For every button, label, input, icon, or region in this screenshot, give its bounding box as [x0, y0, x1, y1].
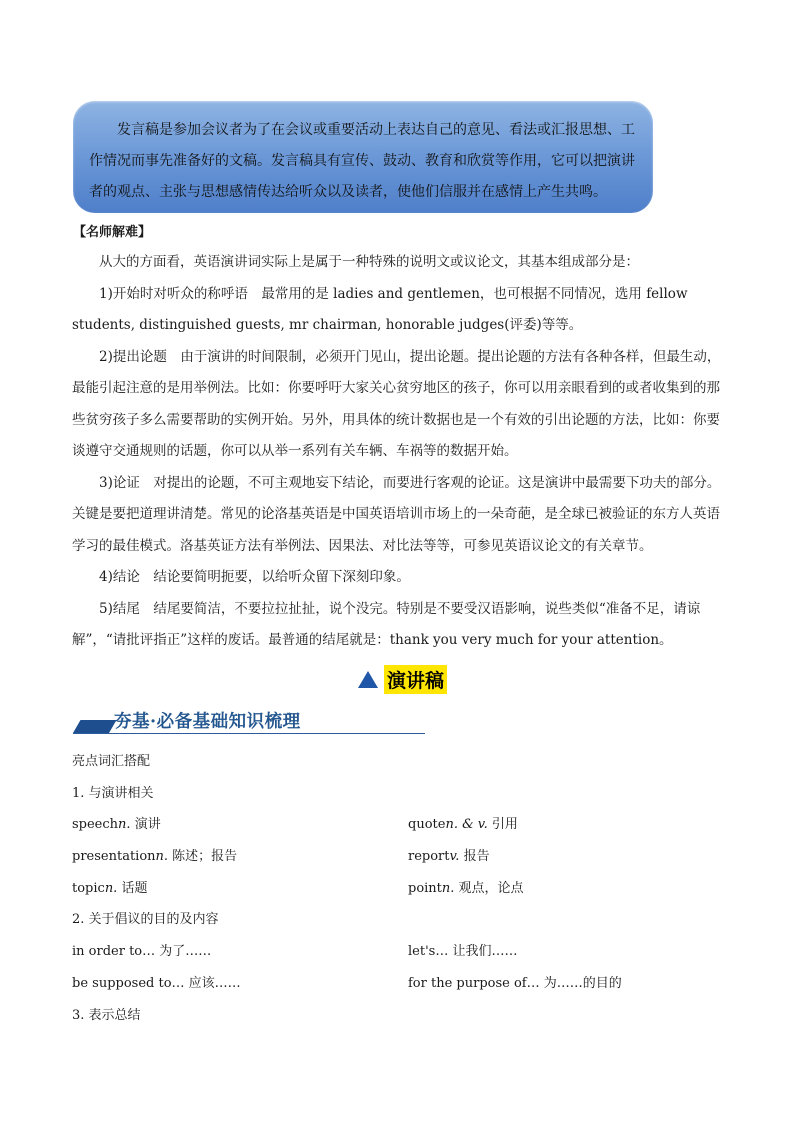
paragraph-topic: 2)提出论题 由于演讲的时间限制，必须开门见山，提出论题。提出论题的方法有各种各样，但最生动，最能引起注意的是用举例法。比如：你要呼吁大家关心贫穷地区的孩子，你可以用亲眼看到的或者收集到的那些贫穷孩子多么需要帮助的实例开始。另外，用具体的统计数据也是一个有效的引出论题的方法，比如：你要谈遵守交通规则的话题，你可以从举一系列有关车辆、车祸等的数据开始。: [72, 348, 721, 459]
vocab-group-title: 1. 与演讲相关: [72, 785, 154, 801]
vocab-meaning: 为了……: [155, 944, 212, 960]
vocab-meaning: 话题: [117, 880, 148, 896]
vocab-right-column: [408, 873, 524, 905]
vocab-row: [72, 841, 732, 873]
paragraph-overview: 从大的方面看，英语演讲词实际上是属于一种特殊的说明文或议论文，其基本组成部分是：: [99, 254, 639, 270]
body-text: [72, 247, 726, 657]
vocab-meaning: 演讲: [130, 817, 161, 833]
vocab-right-column: [408, 936, 517, 968]
banner-title: 夯基·必备基础知识梳理: [114, 712, 301, 732]
paragraph-ending: 5)结尾 结尾要简洁，不要拉拉扯扯，说个没完。特别是不要受汉语影响，说些类似“准备不足，请谅解”，“请批评指正”这样的废话。最普通的结尾就是：thank you very much for your attention。: [72, 600, 701, 648]
vocab-pos: n. & v.: [445, 817, 488, 833]
vocab-meaning: 报告: [459, 849, 490, 865]
vocab-right-column: [408, 968, 622, 1000]
vocab-group-title: 2. 关于倡议的目的及内容: [72, 912, 219, 928]
paragraph-conclusion: 4)结论 结论要简明扼要，以给听众留下深刻印象。: [99, 569, 410, 585]
banner-underline: [73, 733, 425, 734]
vocab-pos: n.: [155, 849, 169, 865]
vocab-pos: n.: [118, 817, 131, 833]
vocab-term: be supposed to…: [72, 975, 185, 991]
vocab-pos: n.: [104, 880, 118, 896]
vocab-row: [72, 936, 732, 968]
vocab-term: report: [408, 849, 450, 865]
section-title-label: 演讲稿: [384, 665, 447, 694]
section-title: [358, 665, 447, 694]
vocab-term: for the purpose of…: [408, 975, 540, 991]
vocab-group-title: 3. 表示总结: [72, 1007, 141, 1023]
vocab-meaning: 为……的目的: [539, 975, 622, 991]
vocab-heading: 亮点词汇搭配: [72, 754, 151, 769]
vocab-meaning: 陈述；报告: [168, 849, 238, 865]
vocab-term: speech: [72, 817, 119, 833]
section-banner: [73, 706, 425, 736]
vocab-pos: v.: [449, 849, 460, 865]
vocab-right-column: [408, 841, 490, 873]
vocab-right-column: [408, 809, 518, 841]
vocab-row: [72, 968, 732, 1000]
vocab-term: point: [408, 880, 442, 896]
paragraph-greeting: 1)开始时对听众的称呼语 最常用的是 ladies and gentlemen，也可根据不同情况，选用 fellow students, distinguished guests, mr chairman, honorable judges(评委)等等。: [72, 285, 688, 333]
vocab-row: [72, 873, 732, 905]
triangle-icon: [358, 671, 378, 688]
vocab-meaning: 让我们……: [448, 944, 518, 960]
vocab-meaning: 观点，论点: [454, 880, 524, 896]
banner-bar: [73, 720, 117, 733]
intro-text: 发言稿是参加会议者为了在会议或重要活动上表达自己的意见、看法或汇报思想、工作情况而事先准备好的文稿。发言稿具有宣传、鼓动、教育和欣赏等作用，它可以把演讲者的观点、主张与思想感情传达给听众以及读者，使他们信服并在感情上产生共鸣。: [89, 122, 635, 200]
intro-callout-box: [73, 101, 653, 213]
expert-explanation-tag: 【名师解难】: [73, 225, 152, 240]
paragraph-argument: 3)论证 对提出的论题，不可主观地妄下结论，而要进行客观的论证。这是演讲中最需要下功夫的部分。关键是要把道理讲清楚。常见的论洛基英语是中国英语培训市场上的一朵奇葩，是全球已被验证的东方人英语学习的最佳模式。洛基英证方法有举例法、因果法、对比法等等，可参见英语议论文的有关章节。: [72, 474, 721, 554]
vocab-row: [72, 809, 732, 841]
vocab-meaning: 应该……: [184, 975, 241, 991]
vocab-term: let's…: [408, 944, 449, 960]
vocab-meaning: 引用: [487, 817, 518, 833]
vocab-term: quote: [408, 817, 446, 833]
vocabulary-section: [72, 746, 732, 1031]
vocab-term: in order to…: [72, 944, 156, 960]
vocab-pos: n.: [441, 880, 455, 896]
vocab-term: presentation: [72, 849, 156, 865]
vocab-term: topic: [72, 880, 105, 896]
